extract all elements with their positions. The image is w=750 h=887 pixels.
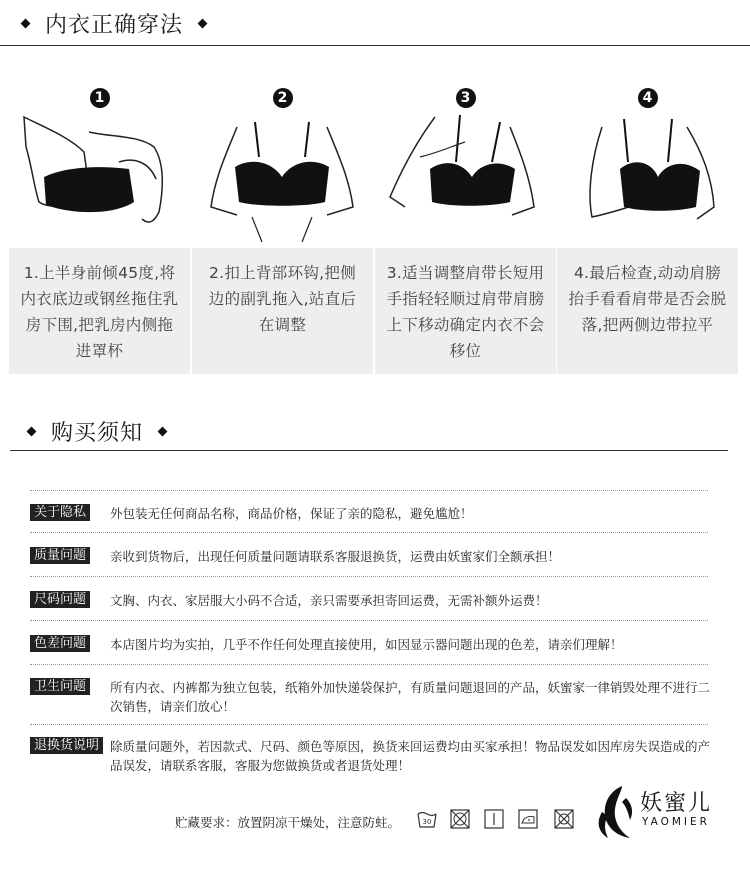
notice-text: 文胸、内衣、家居服大小码不合适，亲只需要承担寄回运费，无需补额外运费！: [110, 593, 548, 608]
notice-label: 退换货说明: [30, 737, 103, 754]
care-instructions: 贮藏要求：放置阴凉干燥处，注意防蛀。: [175, 815, 401, 830]
step-number: 3: [456, 88, 476, 108]
diamond-icon: [21, 19, 31, 29]
brand-emblem-icon: [592, 782, 642, 842]
tumble-dry-icon: [483, 808, 505, 830]
dotted-divider: [30, 490, 708, 491]
brand-name-en: YAOMIER: [642, 816, 710, 828]
notice-text: 亲收到货物后，出现任何质量问题请联系客服退换货，运费由妖蜜家们全额承担！: [110, 549, 561, 564]
no-dry-clean-icon: [553, 808, 575, 830]
notice-text: 除质量问题外，若因款式、尺码、颜色等原因，换货来回运费均由买家承担！物品误发如因库房失误造成的产品误发，请联系客服，客服为您做换货或者退货处理！: [110, 739, 711, 773]
notice-label: 关于隐私: [30, 504, 90, 521]
notice-text: 所有内衣、内裤都为独立包装，纸箱外加快递袋保护，有质量问题退回的产品，妖蜜家一律销毁处理不进行二次销售，请亲们放心！: [110, 680, 711, 714]
step-illustration: [380, 107, 550, 247]
step-caption: 1.上半身前倾45度,将内衣底边或钢丝拖住乳房下围,把乳房内侧拖进罩杯: [20, 264, 179, 360]
wash-30-icon: [416, 808, 438, 830]
notice-label: 色差问题: [30, 635, 90, 652]
notice-label: 尺码问题: [30, 591, 90, 608]
notice-text: 外包装无任何商品名称，商品价格，保证了亲的隐私，避免尴尬！: [110, 506, 473, 521]
diamond-icon: [158, 427, 168, 437]
footer: [0, 780, 750, 880]
step-illustration: [197, 107, 367, 247]
diamond-icon: [198, 19, 208, 29]
dotted-divider: [30, 664, 708, 665]
step-caption-box: [557, 248, 738, 374]
iron-low-icon: [517, 808, 539, 830]
notice-text: 本店图片均为实拍，几乎不作任何处理直接使用，如因显示器问题出现的色差，请亲们理解！: [110, 637, 623, 652]
step-illustration: [14, 107, 184, 247]
step-number: 1: [90, 88, 110, 108]
notice-label: 卫生问题: [30, 678, 90, 695]
dotted-divider: [30, 620, 708, 621]
step-card: [192, 85, 373, 375]
step-caption: 3.适当调整肩带长短用手指轻轻顺过肩带肩膀上下移动确定内衣不会移位: [386, 264, 545, 360]
section-title: [6, 8, 222, 39]
step-card: [375, 85, 556, 375]
wearing-steps: [0, 85, 750, 385]
step-illustration: [562, 107, 732, 247]
step-caption: 4.最后检查,动动肩膀抬手看看肩带是否会脱落,把两侧边带拉平: [568, 264, 727, 334]
dotted-divider: [30, 724, 708, 725]
dotted-divider: [30, 532, 708, 533]
step-card: [9, 85, 190, 375]
no-bleach-icon: [449, 808, 471, 830]
notice-label: 质量问题: [30, 547, 90, 564]
step-caption-box: [192, 248, 373, 374]
step-caption-box: [375, 248, 556, 374]
dotted-divider: [30, 576, 708, 577]
brand-logo: [592, 782, 742, 842]
brand-name-cn: 妖蜜儿: [640, 791, 713, 816]
step-caption: 2.扣上背部环钩,把侧边的副乳拖入,站直后在调整: [208, 264, 357, 334]
section-title-text: 内衣正确穿法: [45, 13, 184, 38]
section-title-text: 购买须知: [51, 421, 144, 446]
step-caption-box: [9, 248, 190, 374]
svg-text:30: 30: [422, 818, 432, 826]
step-number: 2: [273, 88, 293, 108]
diamond-icon: [27, 427, 37, 437]
section-title: [12, 416, 182, 447]
step-card: [557, 85, 738, 375]
divider: [10, 450, 728, 451]
step-number: 4: [638, 88, 658, 108]
divider: [0, 45, 750, 46]
